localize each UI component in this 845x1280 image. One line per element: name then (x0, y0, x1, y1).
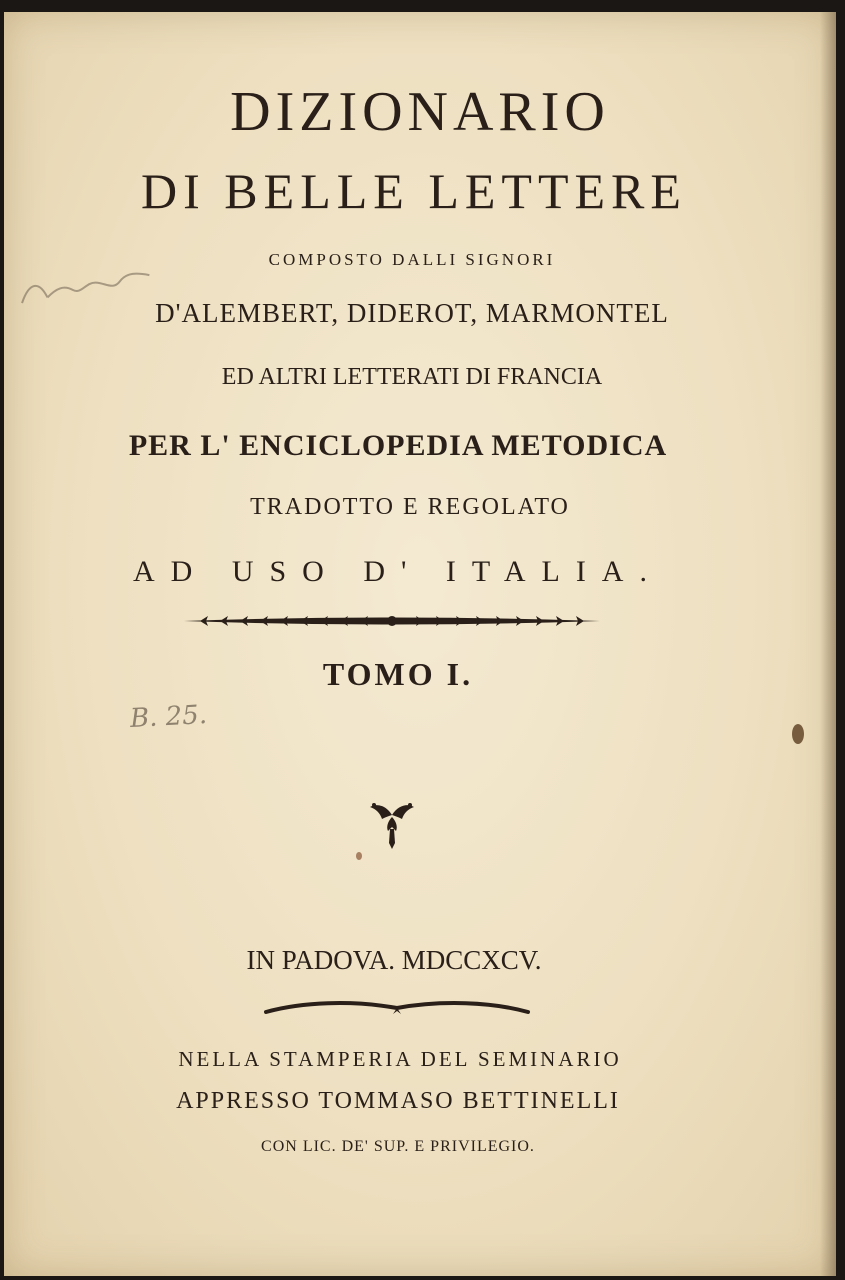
imprint-city: IN PADOVA. MDCCXCV. (246, 945, 542, 975)
title-page (4, 12, 836, 1276)
others-line: ED ALTRI LETTERATI DI FRANCIA (221, 364, 603, 390)
translated-line: TRADOTTO E REGOLATO (250, 494, 570, 520)
printer-line: NELLA STAMPERIA DEL SEMINARIO (178, 1047, 622, 1071)
fleuron-icon (364, 797, 420, 853)
subtitle: COMPOSTO DALLI SIGNORI (268, 250, 556, 269)
encyclopedia-line: PER L' ENCICLOPEDIA METODICA (128, 429, 668, 462)
title-line-1: DIZIONARIO (230, 81, 610, 143)
ink-stain (792, 724, 804, 744)
leaf-rule-ornament-icon (180, 610, 604, 632)
ink-stain (356, 852, 362, 860)
shelf-mark-annotation: B. 25. (129, 700, 208, 734)
page-edge-shadow (820, 12, 836, 1276)
license-line: CON LIC. DE' SUP. E PRIVILEGIO. (261, 1138, 535, 1155)
title-line-2: DI BELLE LETTERE (141, 163, 687, 219)
volume-label: TOMO I. (322, 656, 474, 692)
authors-line: D'ALEMBERT, DIDEROT, MARMONTEL (155, 298, 669, 328)
publisher-line: APPRESSO TOMMASO BETTINELLI (176, 1088, 620, 1114)
swash-rule-ornament-icon (262, 996, 532, 1020)
use-line: AD USO D' ITALIA. (133, 555, 663, 588)
